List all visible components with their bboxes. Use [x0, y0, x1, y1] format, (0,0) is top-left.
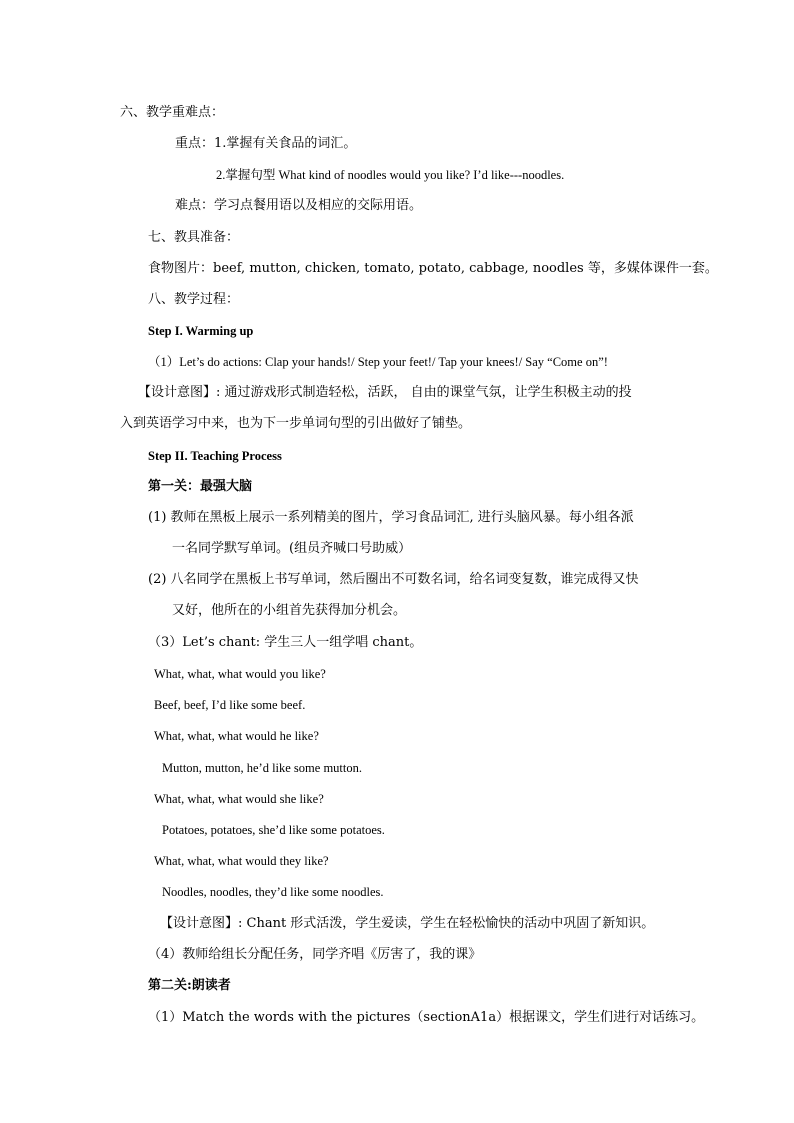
- chant-line-7: What, what, what would they like?: [154, 854, 329, 868]
- chant-line-3: What, what, what would he like?: [154, 729, 319, 743]
- step-2-title: Step II. Teaching Process: [148, 449, 282, 463]
- chant-intro: （3）Let’s chant: 学生三人一组学唱 chant。: [148, 635, 423, 650]
- heading-teaching-focus: 六、教学重难点：: [120, 105, 225, 120]
- step-1-title: Step I. Warming up: [148, 324, 254, 338]
- difficulty-point: 难点：学习点餐用语以及相应的交际用语。: [175, 198, 423, 213]
- chant-line-1: What, what, what would you like?: [154, 667, 326, 681]
- level-1-item-2-line-1: (2) 八名同学在黑板上书写单词，然后圈出不可数名词，给名词变复数，谁完成得又快: [148, 572, 639, 587]
- design-intent-1-line-2: 入到英语学习中来，也为下一步单词句型的引出做好了铺垫。: [120, 416, 472, 431]
- focus-point-1: 重点：1.掌握有关食品的词汇。: [175, 136, 357, 151]
- design-intent-2: 【设计意图】: Chant 形式活泼，学生爱读，学生在轻松愉快的活动中巩固了新知识。: [160, 916, 655, 931]
- level-2-title: 第二关:朗读者: [148, 978, 231, 993]
- materials-list: 食物图片：beef, mutton, chicken, tomato, potato, cabbage, noodles 等，多媒体课件一套。: [148, 261, 718, 276]
- level-1-item-1-line-2: 一名同学默写单词。(组员齐喊口号助威）: [172, 541, 412, 556]
- chant-line-2: Beef, beef, I’d like some beef.: [154, 698, 306, 712]
- chant-line-5: What, what, what would she like?: [154, 792, 324, 806]
- level-1-item-2-line-2: 又好，他所在的小组首先获得加分机会。: [172, 603, 407, 618]
- design-intent-1-line-1: 【设计意图】: 通过游戏形式制造轻松，活跃， 自由的课堂气氛，让学生积极主动的投: [138, 385, 632, 400]
- chant-line-4: Mutton, mutton, he’d like some mutton.: [162, 761, 362, 775]
- focus-point-2: 2.掌握句型 What kind of noodles would you like? I’d like---noodles.: [216, 168, 565, 182]
- level-1-item-4: （4）教师给组长分配任务，同学齐唱《厉害了，我的课》: [148, 947, 482, 962]
- level-1-item-1-line-1: (1) 教师在黑板上展示一系列精美的图片，学习食品词汇, 进行头脑风暴。每小组各派: [148, 510, 634, 525]
- step-1-actions: （1）Let’s do actions: Clap your hands!/ Step your feet!/ Tap your knees!/ Say “Come on”!: [148, 355, 608, 369]
- heading-process: 八、教学过程：: [148, 292, 240, 307]
- level-2-item-1: （1）Match the words with the pictures（sectionA1a）根据课文，学生们进行对话练习。: [148, 1010, 705, 1025]
- level-1-title: 第一关：最强大脑: [148, 479, 253, 494]
- chant-line-8: Noodles, noodles, they’d like some noodles.: [162, 885, 384, 899]
- heading-materials: 七、教具准备：: [148, 230, 240, 245]
- chant-line-6: Potatoes, potatoes, she’d like some potatoes.: [162, 823, 385, 837]
